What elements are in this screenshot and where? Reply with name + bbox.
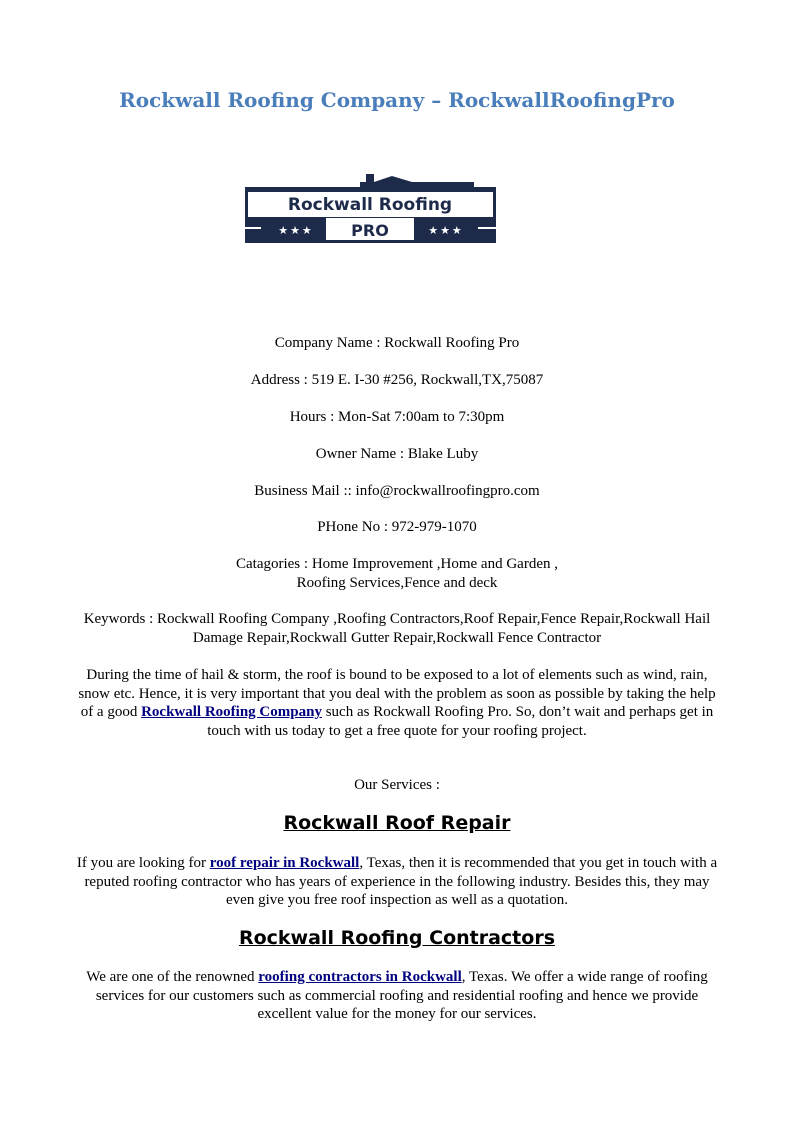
intro-paragraph: [72, 666, 722, 740]
roof-repair-paragraph: [72, 854, 722, 910]
roof-repair-text-after: , Texas, then it is recommended that you get in touch with a reputed roofing contractor who has years of experience in the following industry. Besides this, they may even give you free roof inspection as well as a quotation.: [84, 855, 718, 908]
logo-graphic: [242, 172, 498, 246]
logo-stripe-right: [478, 227, 496, 229]
categories-line-1: Catagories : Home Improvement ,Home and Garden ,: [236, 556, 558, 572]
logo-text-line1: Rockwall Roofing: [287, 195, 453, 215]
roof-repair-rockwall-link[interactable]: roof repair in Rockwall: [209, 855, 360, 871]
logo-stars-right: ★★★: [428, 224, 464, 237]
contractors-text-after: , Texas. We offer a wide range of roofing services for our customers such as commercial roofing and residential roofing and hence we provide excellent value for the money for our services.: [95, 969, 708, 1022]
categories-block: [72, 555, 722, 592]
logo-top-bar: [245, 187, 496, 192]
roofing-contractors-rockwall-link[interactable]: roofing contractors in Rockwall: [258, 969, 462, 985]
logo-right-edge: [493, 187, 496, 217]
roof-repair-text-before: If you are looking for: [76, 855, 210, 871]
our-services-label: Our Services :: [354, 777, 440, 793]
phone-line: PHone No : 972-979-1070: [317, 519, 477, 535]
intro-text-after: such as Rockwall Roofing Pro. So, don’t wait and perhaps get in touch with us today to get a free quote for your roofing project.: [207, 704, 714, 739]
contractors-text-before: We are one of the renowned: [86, 969, 259, 985]
section-heading-roofing-contractors: Rockwall Roofing Contractors: [238, 927, 556, 949]
rockwall-roofing-company-link[interactable]: Rockwall Roofing Company: [141, 704, 322, 720]
roofing-contractors-paragraph: [72, 968, 722, 1024]
categories-line-2: Roofing Services,Fence and deck: [296, 574, 498, 591]
logo-stars-left: ★★★: [278, 224, 314, 237]
page-title: Rockwall Roofing Company – RockwallRoofingPro: [119, 88, 675, 112]
section-heading-roof-repair: Rockwall Roof Repair: [283, 812, 511, 834]
intro-text-before: During the time of hail & storm, the roof is bound to be exposed to a lot of elements such as wind, rain, snow etc. Hence, it is very important that you deal with the problem as soon as possible by taking the help of a good: [78, 667, 716, 720]
hours-line: Hours : Mon-Sat 7:00am to 7:30pm: [289, 409, 505, 425]
company-logo: [242, 172, 498, 246]
logo-left-edge: [245, 187, 248, 217]
keywords-line: Keywords : Rockwall Roofing Company ,Roofing Contractors,Roof Repair,Fence Repair,Rockwall Hail Damage Repair,Rockwall Gutter Repair,Rockwall Fence Contractor: [83, 611, 711, 646]
logo-text-pro: PRO: [351, 221, 389, 240]
business-mail-line: Business Mail :: info@rockwallroofingpro.com: [254, 483, 540, 499]
logo-stripe-left: [245, 227, 261, 229]
company-name-line: Company Name : Rockwall Roofing Pro: [274, 335, 520, 351]
address-line: Address : 519 E. I-30 #256, Rockwall,TX,75087: [250, 372, 544, 388]
owner-line: Owner Name : Blake Luby: [315, 446, 479, 462]
